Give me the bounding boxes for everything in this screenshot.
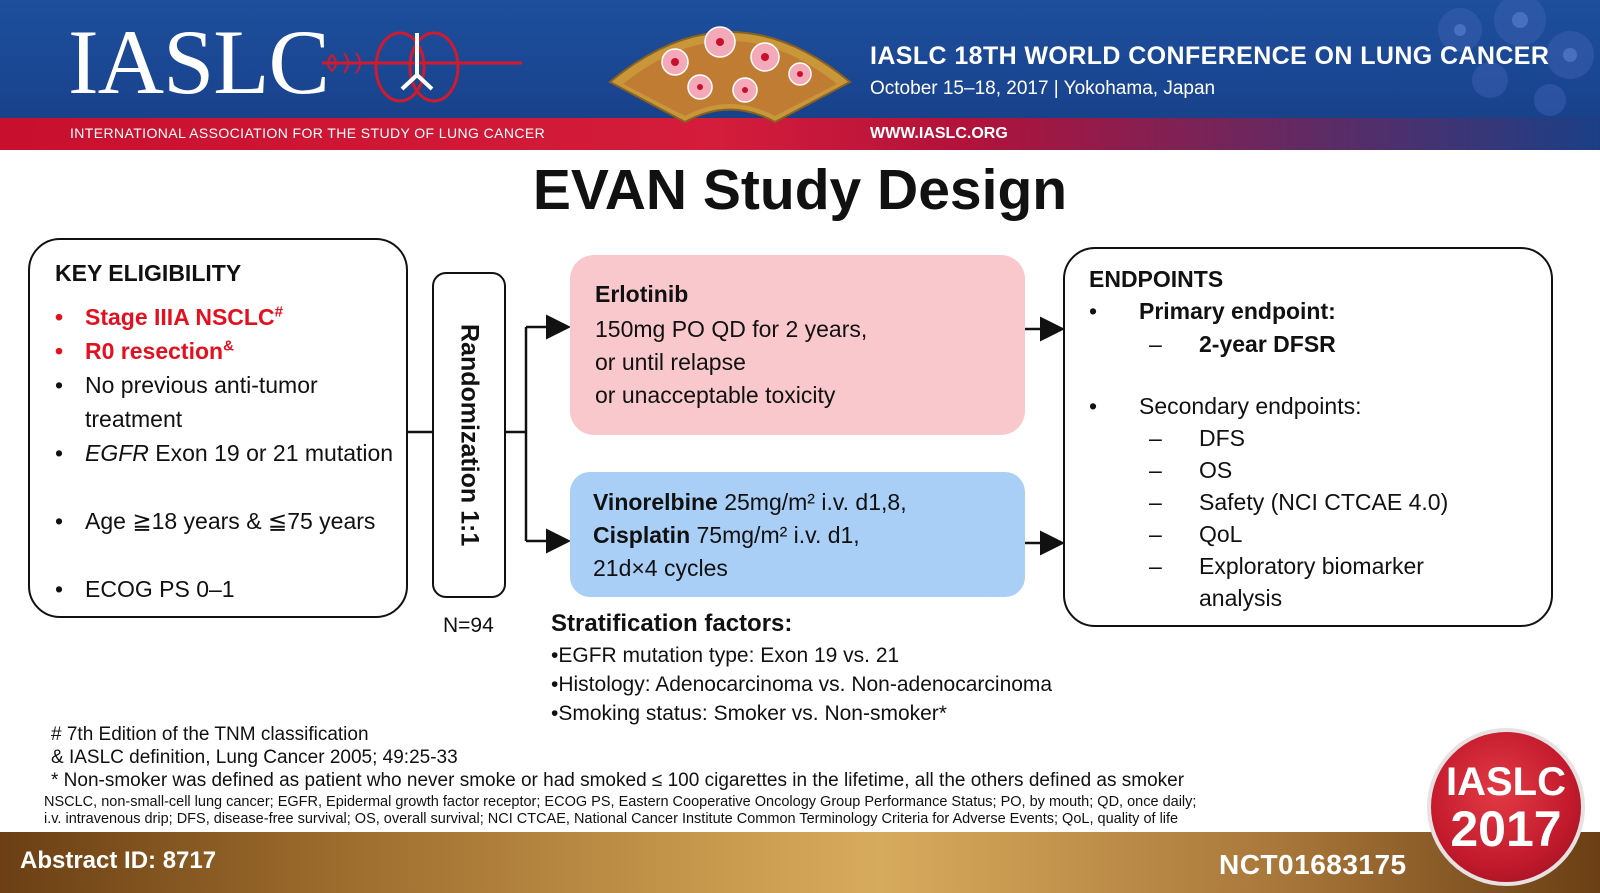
erlotinib-dose: 150mg PO QD for 2 years, [595,316,868,342]
vinorelbine-name: Vinorelbine [593,489,718,515]
stratification-heading: Stratification factors: [551,610,793,637]
eligibility-item-stage [55,300,395,334]
dash-icon: – [1149,331,1162,357]
erlotinib-name: Erlotinib [595,281,689,307]
bullet-icon: • [55,304,64,330]
dash-icon: – [1149,521,1162,547]
primary-endpoint-label: Primary endpoint: [1139,298,1336,324]
cisplatin-line [593,519,860,552]
footnote-star: * Non-smoker was defined as patient who never smoke or had smoked ≤ 100 cigarettes in the lifetime, all the others defined as smoker [51,770,1185,791]
abbreviations-line-1: NSCLC, non-small-cell lung cancer; EGFR, Epidermal growth factor receptor; ECOG PS, Eastern Cooperative Oncology Group Performance Status; PO, by mouth; QD, once daily; [44,794,1197,810]
abstract-id: Abstract ID: 8717 [20,847,217,874]
cisplatin-name: Cisplatin [593,522,691,548]
badge-text: IASLC [1446,760,1566,804]
stratification-item: •EGFR mutation type: Exon 19 vs. 21 [551,644,900,667]
prior-treatment-text: No previous anti-tumor treatment [85,372,318,432]
stage-footnote-mark: # [274,303,283,321]
conference-title: IASLC 18TH WORLD CONFERENCE ON LUNG CANCER [870,42,1550,70]
bullet-icon: • [55,576,64,602]
vinorelbine-dose: 25mg/m² i.v. d1,8, [717,489,907,515]
footnote-amp: & IASLC definition, Lung Cancer 2005; 49:25-33 [51,747,458,768]
cisplatin-dose: 75mg/m² i.v. d1, [690,522,860,548]
sample-size-label: N=94 [443,614,494,637]
vinorelbine-line [593,486,907,519]
dash-icon: – [1149,553,1162,579]
secondary-endpoint-item: Exploratory biomarker [1199,553,1424,579]
secondary-endpoint-item: DFS [1199,425,1245,451]
trial-registration-number: NCT01683175 [1219,849,1407,880]
eligibility-item-ecog [55,572,395,606]
randomization-label: Randomization 1:1 [455,323,484,547]
secondary-endpoint-item-cont: analysis [1199,585,1283,611]
bullet-icon: • [55,338,64,364]
stage-text: Stage IIIA NSCLC [85,304,275,330]
chemo-schedule: 21d×4 cycles [593,555,728,581]
eligibility-item-age [55,504,395,538]
bullet-icon: • [1089,393,1098,419]
bullet-icon: • [55,508,64,534]
dash-icon: – [1149,457,1162,483]
dash-icon: – [1149,425,1162,451]
conference-url: WWW.IASLC.ORG [870,125,1008,142]
secondary-endpoints-label: Secondary endpoints: [1139,393,1362,419]
secondary-endpoint-item: QoL [1199,521,1243,547]
conference-date: October 15–18, 2017 | Yokohama, Japan [870,78,1216,99]
egfr-text: Exon 19 or 21 mutation [148,440,394,466]
bullet-icon: • [1089,298,1098,324]
eligibility-item-prior-treatment [55,368,395,436]
iaslc-logo: IASLC [68,11,329,113]
secondary-endpoint-item: OS [1199,457,1233,483]
resection-text: R0 resection [85,338,224,364]
erlotinib-toxicity: or unacceptable toxicity [595,382,836,408]
primary-endpoint-value: 2-year DFSR [1199,331,1336,357]
abbreviations-line-2: i.v. intravenous drip; DFS, disease-free survival; OS, overall survival; NCI CTCAE, National Cancer Institute Common Terminology Criteria for Adverse Events; QoL, quality of life [44,811,1179,827]
eligibility-item-egfr [55,436,395,470]
stratification-item: •Smoking status: Smoker vs. Non-smoker* [551,702,947,725]
erlotinib-duration: or until relapse [595,349,746,375]
ecog-text: ECOG PS 0–1 [85,576,235,602]
resection-footnote-mark: & [223,337,234,355]
footnote-hash: # 7th Edition of the TNM classification [51,724,369,745]
stratification-item: •Histology: Adenocarcinoma vs. Non-adenocarcinoma [551,673,1053,696]
endpoints-heading: ENDPOINTS [1089,266,1224,292]
egfr-label: EGFR [85,440,149,466]
dash-icon: – [1149,489,1162,515]
secondary-endpoint-item: Safety (NCI CTCAE 4.0) [1199,489,1449,515]
eligibility-heading: KEY ELIGIBILITY [55,260,242,286]
eligibility-item-resection [55,334,395,368]
badge-year: 2017 [1450,801,1562,857]
association-name: INTERNATIONAL ASSOCIATION FOR THE STUDY OF LUNG CANCER [70,125,546,141]
bullet-icon: • [55,440,64,466]
age-text: Age ≧18 years & ≦75 years [85,508,376,534]
bullet-icon: • [55,372,64,398]
slide-title: EVAN Study Design [532,158,1068,222]
